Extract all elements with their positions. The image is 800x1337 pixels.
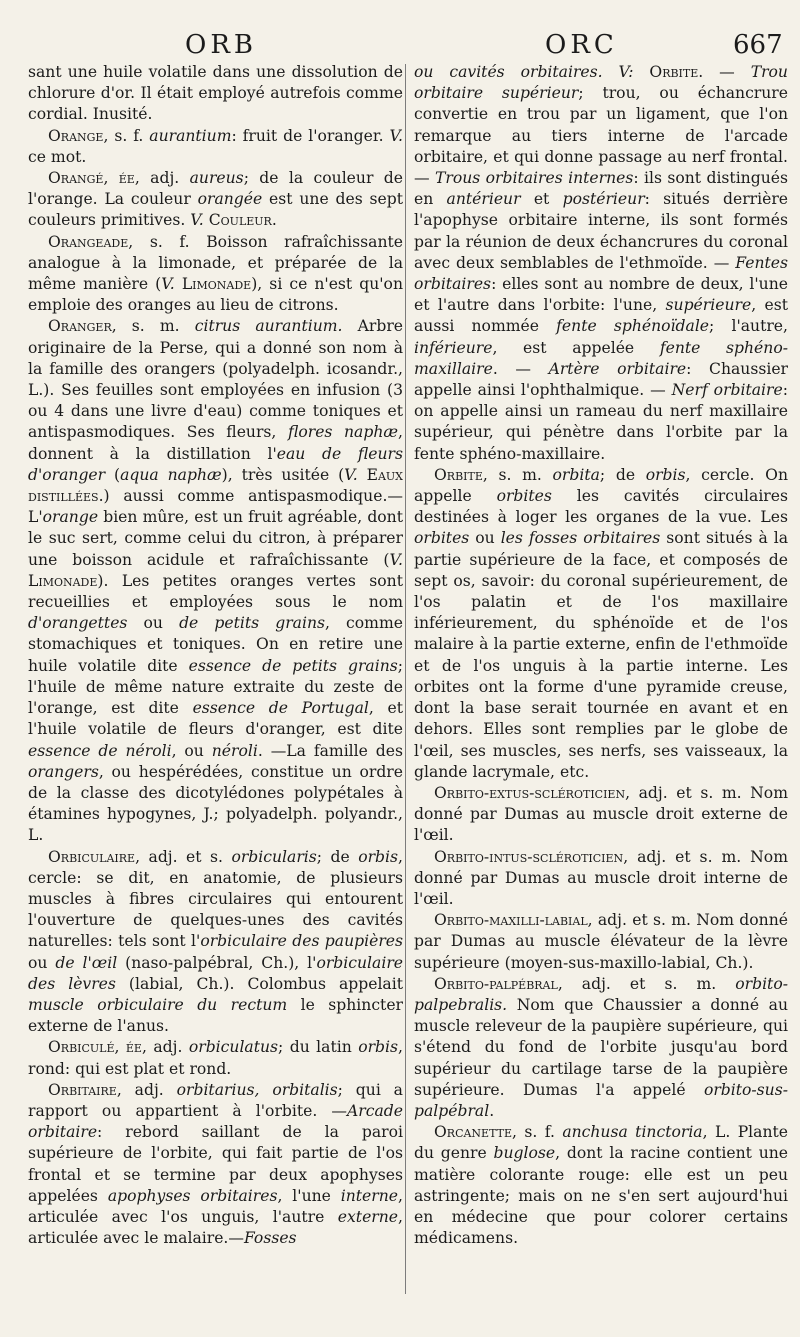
entry-text: , ou	[171, 741, 212, 760]
italic-text: Artère orbitaire	[548, 359, 687, 378]
entry-text: , adj. et s. m. Nom donné par Dumas au muscle élévateur de la lèvre supérieure (moyen-sus-maxillo-labial, Ch.).	[414, 911, 788, 972]
headword: Orange	[48, 126, 104, 145]
italic-text: V.	[190, 211, 204, 230]
headword: Orangé, ée	[48, 169, 135, 188]
italic-text: essence de néroli	[28, 741, 172, 760]
italic-text: flores naphæ	[287, 423, 399, 442]
entry-text: , et l'huile volatile de fleurs d'oranger, est dite	[28, 699, 403, 739]
entry-text: ; de	[316, 847, 359, 866]
entry-text: le sphincter externe de l'anus.	[28, 995, 403, 1036]
italic-text: Arcade orbitaire	[28, 1101, 403, 1142]
entry-text: : elles sont au nombre de deux, l'une et l'autre dans l'orbite: l'une,	[414, 275, 788, 315]
entry-text: les cavités circulaires destinées à loger les organes de la vue. Les	[414, 487, 788, 527]
entry-text: ou	[127, 614, 180, 633]
italic-text: les fosses orbitaires	[500, 529, 661, 548]
italic-text: V.	[161, 275, 175, 294]
entry-text: , donnent à la distillation l'	[28, 423, 403, 463]
dictionary-entry	[414, 62, 788, 465]
entry-text: , comme stomachiques et toniques. On en retire une huile volatile dite	[28, 614, 403, 675]
italic-text: inférieure	[414, 338, 493, 357]
page-header	[0, 30, 800, 64]
italic-text: aureus	[189, 169, 244, 188]
italic-text: orbis	[358, 1038, 399, 1057]
entry-text: ), très usitée (	[221, 465, 345, 484]
entry-text: ; de	[599, 465, 646, 484]
entry-text: ) aussi comme antispasmodique.—L'	[28, 487, 403, 527]
entry-text: : on appelle ainsi un rameau du nerf maxillaire supérieur, qui pénètre dans l'orbite par la fente sphéno-maxillaire.	[414, 381, 788, 463]
italic-text: orangers	[28, 762, 99, 781]
italic-text: buglose	[493, 1144, 556, 1163]
entry-text: ou	[28, 953, 56, 972]
italic-text: anchusa tinctoria	[562, 1123, 703, 1142]
entry-text: . —	[698, 63, 751, 81]
italic-text: essence de petits grains	[188, 656, 398, 675]
headword: Orbito-extus-scléroticien	[434, 783, 626, 802]
italic-text: apophyses orbitaires	[107, 1186, 278, 1205]
italic-text: Trous orbitaires internes	[434, 169, 634, 188]
entry-text: : Chaussier appelle ainsi l'ophthalmique. —	[414, 359, 789, 400]
entry-text: , s. f.	[103, 126, 150, 145]
entry-text: . —	[492, 359, 549, 378]
italic-text: essence de Portugal	[192, 699, 369, 718]
entry-text: , rond: qui est plat et rond.	[28, 1038, 403, 1078]
headword: Orbitaire	[48, 1080, 117, 1099]
headword: Orbito-intus-scléroticien	[434, 847, 624, 866]
headword: Orbite	[649, 63, 699, 81]
headword: Oranger	[48, 317, 112, 336]
entry-text: ou	[469, 529, 501, 548]
dictionary-entry	[414, 974, 788, 1122]
italic-text: d'orangettes	[28, 614, 128, 633]
entry-text: , articulée avec l'os unguis, l'autre	[28, 1186, 403, 1226]
entry-text: ; l'huile de même nature extraite du zeste de l'orange, est dite	[28, 656, 404, 718]
italic-text: supérieure	[665, 296, 752, 315]
italic-text: aqua naphæ	[120, 465, 222, 484]
dictionary-entry	[414, 783, 788, 847]
entry-text: (	[105, 465, 121, 484]
italic-text: orbito-sus-palpébral	[414, 1080, 788, 1120]
entry-text: , cercle: se dit, en anatomie, de plusieurs muscles à fibres circulaires qui entourent l'ouverture de quelques-unes des cavités naturelles: tels sont l'	[28, 847, 403, 951]
headword: Orbiculaire	[48, 847, 136, 866]
entry-text: , s. f.	[512, 1123, 563, 1142]
entry-text: Nom que Chaussier a donné au muscle releveur de la paupière supérieure, qui s'étend du fond de l'orbite jusqu'au bord supérieur du cartilage tarse de la paupière supérieure. Dumas l'a appelé	[414, 995, 788, 1099]
entry-text: , adj. et s.	[135, 847, 232, 866]
italic-text: orange	[42, 508, 99, 527]
entry-text: , s. m.	[111, 317, 195, 336]
italic-text: eau de fleurs d'oranger	[28, 444, 403, 484]
dictionary-entry	[28, 62, 403, 126]
dictionary-entry	[28, 1037, 403, 1079]
italic-text: antérieur	[446, 190, 521, 209]
italic-text: muscle orbiculaire du rectum	[28, 995, 288, 1014]
italic-text: V.	[344, 465, 358, 484]
entry-text: , est aussi nommée	[414, 296, 788, 336]
entry-text: ; de la couleur de l'orange. La couleur	[28, 169, 403, 209]
left-column	[28, 62, 403, 1249]
entry-text: ce mot.	[28, 147, 87, 166]
entry-text: : situés derrière l'apophyse orbitaire interne, ils sont formés par la réunion de deux échancrures du coronal avec deux semblables de l'ethmoïde. —	[414, 190, 788, 272]
headword: Orbito-palpébral	[434, 974, 558, 993]
headword: Limonade	[28, 571, 98, 590]
italic-text: fente sphéno-maxillaire	[414, 338, 788, 378]
entry-text: , adj. et s. m. Nom donné par Dumas au muscle droit externe de l'œil.	[414, 783, 788, 845]
italic-text: orbitarius, orbitalis	[176, 1080, 338, 1099]
entry-text	[603, 63, 619, 81]
italic-text: néroli	[211, 741, 258, 760]
entry-text: , adj.	[141, 1038, 189, 1057]
entry-text: : ils sont distingués en	[414, 169, 788, 209]
entry-text: est une des sept couleurs primitives.	[28, 190, 403, 230]
dictionary-entry	[28, 847, 403, 1038]
dictionary-entry	[28, 168, 403, 232]
entry-text	[175, 275, 182, 293]
italic-text: externe	[337, 1207, 399, 1226]
italic-text: orbito-palpebralis.	[414, 974, 788, 1014]
entry-text: ), si ce n'est qu'on emploie des oranges au lieu de citrons.	[28, 275, 403, 315]
entry-text: sont situés à la partie supérieure de la face, et composés de sept os, savoir: du coronal supérieurement, de l'os palatin et de l'os maxillaire inférieurement, du sphénoïde et de l'os malaire à la partie externe, enfin de l'ethmoïde et de l'os unguis à la partie interne. Les orbites ont la forme d'une pyramide creuse, dont la base serait tournée en avant et en dehors. Elles sont remplies par le globe de l'œil, ses muscles, ses nerfs, ses vaisseaux, la glande lacrymale, etc.	[414, 529, 788, 781]
italic-text: V.	[389, 550, 403, 569]
entry-text: ; trou, ou échancrure convertie en trou par un ligament, que l'on remarque au tiers interne de l'arcade orbitaire, et qui donne passage au nerf frontal. —	[414, 84, 788, 188]
entry-text: : fruit de l'oranger.	[231, 126, 390, 145]
entry-text: bien mûre, est un fruit agréable, dont le suc sert, comme celui du citron, à préparer une boisson acidule et rafraîchissante (	[28, 508, 403, 569]
italic-text: interne	[340, 1186, 399, 1205]
italic-text: Fosses	[243, 1229, 297, 1248]
italic-text: orbita	[552, 465, 600, 484]
dictionary-entry	[414, 910, 788, 974]
entry-text: ; qui a rapport ou appartient à l'orbite. —	[28, 1080, 403, 1120]
entry-text: . —La famille des	[257, 741, 403, 760]
entry-text: , adj. et s. m.	[557, 974, 736, 993]
entry-text: , l'une	[277, 1186, 341, 1205]
entry-text: , adj. et s. m. Nom donné par Dumas au muscle droit interne de l'œil.	[414, 847, 788, 908]
dictionary-entry	[414, 465, 788, 783]
italic-text: aurantium	[149, 126, 232, 145]
entry-text: : rebord saillant de la paroi supérieure de l'orbite, qui fait partie de l'os frontal et se termine par deux apophyses appelées	[28, 1123, 403, 1205]
entry-text: , ou hespérédées, constitue un ordre de la classe des dicotylédones polypétales à étamines hypogynes, J.; polyadelph. polyandr., L.	[28, 762, 403, 845]
entry-text: , est appelée	[492, 338, 660, 357]
italic-text: orbites	[496, 487, 552, 506]
headword: Orbite	[434, 465, 483, 484]
dictionary-entry	[28, 316, 403, 846]
entry-text: , articulée avec le malaire.—	[28, 1207, 403, 1248]
italic-text: postérieur	[562, 190, 645, 209]
entry-text: Arbre originaire de la Perse, qui a donné son nom à la famille des orangers (polyadelph. icosandr., L.). Ses feuilles sont employées en infusion (3 ou 4 dans une livre d'eau) comme toniques et antispasmodiques. Ses fleurs,	[28, 317, 404, 442]
entry-text: et	[520, 190, 563, 209]
entry-text: ; l'autre,	[709, 317, 788, 336]
headword: Orbito-maxilli-labial	[434, 911, 588, 930]
italic-text: orangée	[197, 190, 263, 209]
italic-text: fente sphénoïdale	[556, 317, 710, 336]
headword: Orangeade	[48, 232, 129, 251]
italic-text: V.	[389, 126, 403, 145]
entry-text	[633, 63, 649, 81]
running-head-left: ORB	[185, 30, 257, 60]
italic-text: Fentes orbitaires	[414, 253, 788, 294]
entry-text: , L. Plante du genre	[414, 1123, 789, 1163]
italic-text: orbites	[414, 529, 470, 548]
italic-text: orbicularis	[231, 847, 317, 866]
italic-text: orbiculatus	[188, 1038, 279, 1057]
headword: Couleur.	[208, 211, 277, 230]
entry-text: sant une huile volatile dans une dissolution de chlorure d'or. Il était employé autrefois comme cordial. Inusité.	[28, 63, 403, 124]
italic-text: orbis	[645, 465, 686, 484]
italic-text: orbiculaire des lèvres	[28, 953, 404, 993]
italic-text: de petits grains	[179, 614, 325, 633]
entry-text: .	[489, 1101, 495, 1120]
italic-text: de l'œil	[55, 953, 118, 972]
headword: Orbiculé, ée	[48, 1038, 142, 1057]
entry-text: (labial, Ch.). Colombus appelait	[115, 974, 403, 993]
dictionary-entry	[28, 1080, 403, 1250]
italic-text: orbis	[358, 847, 399, 866]
headword: Limonade	[181, 275, 252, 294]
entry-text: , s. f. Boisson rafraîchissante analogue à la limonade, et préparée de la même manière (	[28, 232, 403, 294]
entry-text: , s. m.	[482, 465, 553, 484]
running-head-right: ORC	[545, 30, 618, 60]
dictionary-entry	[28, 232, 403, 317]
page-number: 667	[733, 30, 783, 60]
italic-text: citrus aurantium.	[194, 317, 343, 336]
dictionary-entry	[414, 847, 788, 911]
entry-text: ; du latin	[278, 1038, 359, 1057]
italic-text: Nerf orbitaire	[671, 381, 783, 400]
entry-text: ). Les petites oranges vertes sont recueillies et employées sous le nom	[28, 571, 403, 612]
entry-text: , adj.	[116, 1080, 177, 1099]
entry-text	[358, 466, 367, 484]
entry-text: , cercle. On appelle	[414, 465, 788, 506]
italic-text: orbiculaire des paupières	[200, 932, 404, 951]
right-column	[414, 62, 788, 1249]
dictionary-entry	[28, 126, 403, 168]
italic-text: V:	[618, 63, 634, 81]
entry-text: , dont la racine contient une matière colorante rouge: elle est un peu astringente; mais on ne s'en sert aujourd'hui en médecine que pour colorer certains médicamens.	[414, 1144, 789, 1248]
italic-text: ou cavités orbitaires.	[414, 63, 603, 81]
entry-text: (naso-palpébral, Ch.), l'	[117, 953, 317, 972]
headword: Orcanette	[434, 1123, 512, 1142]
dictionary-entry	[414, 1122, 788, 1249]
headword: Eaux distillées.	[28, 465, 404, 506]
column-divider	[405, 64, 406, 1294]
entry-text: , adj.	[134, 169, 190, 188]
italic-text: Trou orbitaire supérieur	[414, 63, 788, 103]
